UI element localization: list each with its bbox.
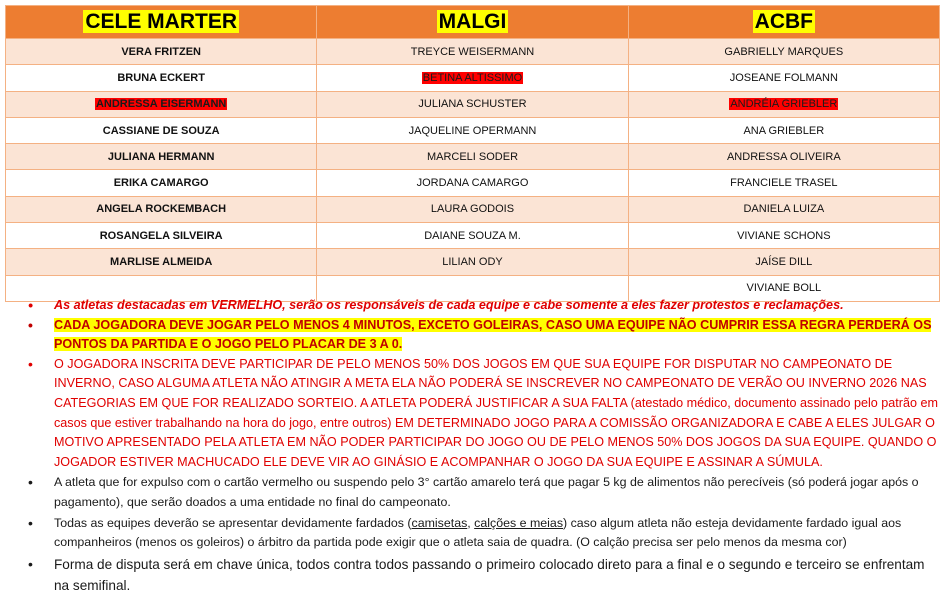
roster-row: [6, 249, 940, 275]
rule-uniforms: [28, 514, 940, 553]
rule-tournament-format: [28, 554, 940, 596]
player-cell: [317, 39, 628, 65]
roster-row: [6, 91, 940, 117]
player-name: DANIELA LUIZA: [743, 203, 825, 216]
rule-text: A atleta que for expulso com o cartão vermelho ou suspendo pelo 3° cartão amarelo terá que pagar 5 kg de alimentos não perecíveis (só poderá jogar após o pagamento), que serão doados a uma entidade no final do campeonato.: [54, 475, 919, 509]
team-name: MALGI: [438, 10, 507, 33]
captain-name: ANDRESSA EISERMANN: [95, 98, 227, 111]
player-cell: [6, 249, 317, 275]
rule-text: [54, 516, 901, 550]
player-name: ANGELA ROCKEMBACH: [96, 203, 227, 216]
player-name: JAÍSE DILL: [755, 256, 813, 269]
player-name: JORDANA CAMARGO: [416, 177, 529, 190]
player-name: VIVIANE BOLL: [746, 282, 822, 295]
player-cell: [6, 144, 317, 170]
rule-red-card-penalty: [28, 473, 940, 512]
roster-row: [6, 117, 940, 143]
rule-text-underlined: calções e meias: [474, 515, 564, 530]
rule-minimum-play-time: [28, 316, 940, 355]
player-cell: [6, 223, 317, 249]
team-header-cele-marter: [6, 6, 317, 39]
player-cell: [628, 91, 939, 117]
player-name: ERIKA CAMARGO: [113, 177, 209, 190]
player-cell: [317, 91, 628, 117]
rule-text-part: ,: [467, 515, 475, 530]
bullet-icon: •: [28, 297, 33, 313]
roster-row: [6, 39, 940, 65]
player-name: FRANCIELE TRASEL: [730, 177, 838, 190]
bullet-icon: •: [28, 474, 33, 491]
player-cell: [6, 91, 317, 117]
roster-row: [6, 65, 940, 91]
player-name: ROSANGELA SILVEIRA: [99, 229, 223, 242]
rule-text: As atletas destacadas em VERMELHO, serão os responsáveis de cada equipe e cabe somente a eles fazer protestos e reclamações.: [54, 298, 844, 312]
player-name: TREYCE WEISERMANN: [410, 45, 535, 58]
roster-row: [6, 196, 940, 222]
player-cell: [317, 196, 628, 222]
player-cell: [317, 170, 628, 196]
player-cell: [6, 196, 317, 222]
rule-text: Forma de disputa será em chave única, todos contra todos passando o primeiro colocado direto para a final e o segundo e terceiro se enfrentam na semifinal.: [54, 556, 925, 593]
bullet-icon: •: [28, 555, 33, 572]
player-cell: [628, 117, 939, 143]
player-cell: [6, 170, 317, 196]
player-name: JULIANA HERMANN: [107, 150, 215, 163]
player-name: ANDRESSA OLIVEIRA: [726, 150, 841, 163]
team-name: CELE MARTER: [85, 10, 237, 33]
player-name: CASSIANE DE SOUZA: [102, 124, 220, 137]
player-name: MARCELI SODER: [426, 150, 519, 163]
bullet-icon: •: [28, 514, 33, 531]
team-name: ACBF: [754, 10, 813, 33]
rule-text: CADA JOGADORA DEVE JOGAR PELO MENOS 4 MINUTOS, EXCETO GOLEIRAS, CASO UMA EQUIPE NÃO CUMPRIR ESSA REGRA PERDERÁ OS PONTOS DA PARTIDA E O JOGO PELO PLACAR DE 3 A 0.: [54, 317, 932, 352]
player-cell: [6, 65, 317, 91]
captain-name: BETINA ALTISSIMO: [422, 71, 523, 84]
rule-participation: [28, 355, 940, 473]
roster-body: [6, 39, 940, 302]
player-name: JOSEANE FOLMANN: [729, 71, 838, 84]
rule-text-part: Todas as equipes deverão se apresentar devidamente fardados (: [54, 515, 412, 530]
player-name: DAIANE SOUZA M.: [424, 229, 521, 242]
player-name: VERA FRITZEN: [121, 45, 201, 58]
bullet-icon: •: [28, 316, 33, 333]
roster-row: [6, 170, 940, 196]
rule-text: O JOGADORA INSCRITA DEVE PARTICIPAR DE PELO MENOS 50% DOS JOGOS EM QUE SUA EQUIPE FOR DISPUTAR NO CAMPEONATO DE INVERNO, CASO ALGUMA ATLETA NÃO ATINGIR A META ELA NÃO PODERÁ SE INSCREVER NO CAMPEONATO DE VERÃO OU INVERNO 2026 NAS CATEGORIAS EM QUE FOR REALIZADO SORTEIO. A ATLETA PODERÁ JUSTIFICAR A SUA FALTA (atestado médico, documento assinado pelo patrão em casos que estiver trabalhando na hora do jogo, entre outros) EM DETERMINADO JOGO PARA A COMISSÃO ORGANIZADORA E CABE A ELES JULGAR O MOTIVO APRESENTADO PELA ATLETA EM NÃO PODER PARTICIPAR DO JOGO OU DE PELO MENOS 50% DOS JOGOS DA SUA EQUIPE. QUANDO O JOGADOR ESTIVER MACHUCADO ELE DEVE VIR AO GINÁSIO E ACOMPANHAR O JOGO DA SUA EQUIPE E ASSINAR A SÚMULA.: [54, 356, 938, 469]
player-name: BRUNA ECKERT: [117, 71, 205, 84]
player-cell: [628, 170, 939, 196]
player-cell: [628, 223, 939, 249]
team-header-malgi: [317, 6, 628, 39]
player-name: LAURA GODOIS: [430, 203, 515, 216]
captain-name: ANDRÉIA GRIEBLER: [730, 98, 838, 111]
player-name: JAQUELINE OPERMANN: [408, 124, 537, 137]
player-name: LILIAN ODY: [442, 256, 503, 269]
team-header-row: [6, 6, 940, 39]
rule-captains: [28, 296, 940, 316]
player-name: JULIANA SCHUSTER: [418, 98, 527, 111]
player-name: ANA GRIEBLER: [743, 124, 825, 137]
roster-row: [6, 144, 940, 170]
rules-list: [28, 296, 940, 596]
player-name: MARLISE ALMEIDA: [110, 256, 213, 269]
player-cell: [6, 39, 317, 65]
player-cell: [317, 65, 628, 91]
player-cell: [628, 144, 939, 170]
player-cell: [628, 39, 939, 65]
rule-text-underlined: camisetas: [411, 515, 468, 530]
player-cell: [317, 223, 628, 249]
team-header-acbf: [628, 6, 939, 39]
player-cell: [317, 249, 628, 275]
player-cell: [628, 249, 939, 275]
rule-text-part: ) caso algum atleta não esteja devidamente fardado igual aos companheiros (menos os goleiros) o árbitro da partida pode exigir que o atleta saia de quadra. (O calção precisa ser pelo menos da mesma cor): [54, 515, 902, 550]
player-cell: [628, 196, 939, 222]
player-name: GABRIELLY MARQUES: [724, 45, 844, 58]
player-cell: [6, 117, 317, 143]
player-cell: [317, 117, 628, 143]
player-name: VIVIANE SCHONS: [737, 229, 831, 242]
bullet-icon: •: [28, 355, 33, 372]
player-cell: [317, 144, 628, 170]
player-cell: [628, 65, 939, 91]
team-roster-table: [5, 5, 940, 302]
roster-row: [6, 223, 940, 249]
